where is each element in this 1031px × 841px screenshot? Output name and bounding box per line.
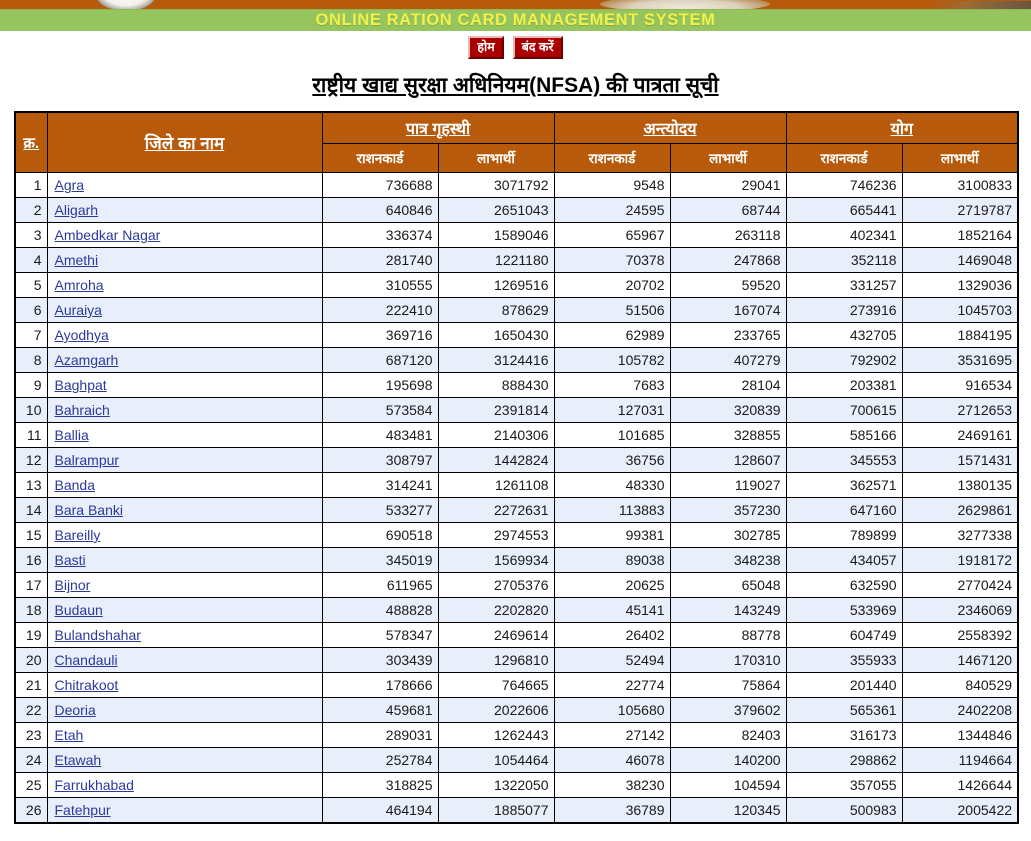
district-link[interactable]: Chandauli [54, 652, 118, 668]
cell-ay-rationcard: 62989 [554, 323, 670, 348]
cell-total-beneficiary: 916534 [902, 373, 1018, 398]
cell-pg-beneficiary: 1589046 [438, 223, 554, 248]
cell-total-rationcard: 357055 [786, 773, 902, 798]
cell-ay-beneficiary: 140200 [670, 748, 786, 773]
cell-pg-beneficiary: 2272631 [438, 498, 554, 523]
cell-ay-beneficiary: 65048 [670, 573, 786, 598]
cell-pg-beneficiary: 2705376 [438, 573, 554, 598]
cell-pg-rationcard: 345019 [322, 548, 438, 573]
cell-total-beneficiary: 1344846 [902, 723, 1018, 748]
cell-ay-rationcard: 22774 [554, 673, 670, 698]
table-row [15, 298, 1018, 323]
cell-pg-rationcard: 687120 [322, 348, 438, 373]
district-link[interactable]: Auraiya [54, 302, 102, 318]
table-container [0, 111, 1031, 824]
cell-pg-rationcard: 252784 [322, 748, 438, 773]
cell-pg-beneficiary: 1322050 [438, 773, 554, 798]
cell-total-beneficiary: 1380135 [902, 473, 1018, 498]
cell-pg-rationcard: 611965 [322, 573, 438, 598]
cell-district[interactable] [47, 748, 322, 773]
cell-serial: 16 [15, 548, 47, 573]
cell-ay-rationcard: 45141 [554, 598, 670, 623]
cell-serial: 2 [15, 198, 47, 223]
district-link[interactable]: Bulandshahar [54, 627, 141, 643]
table-row [15, 798, 1018, 823]
cell-pg-beneficiary: 2022606 [438, 698, 554, 723]
col-header-serial: क्र. [15, 112, 47, 173]
cell-ay-beneficiary: 233765 [670, 323, 786, 348]
nav-button-bar [0, 31, 1031, 57]
cell-pg-beneficiary: 2202820 [438, 598, 554, 623]
cell-pg-beneficiary: 764665 [438, 673, 554, 698]
cell-total-beneficiary: 1469048 [902, 248, 1018, 273]
col-header-pg-rationcard: राशनकार्ड [322, 144, 438, 173]
district-link[interactable]: Basti [54, 552, 86, 568]
cell-ay-rationcard: 89038 [554, 548, 670, 573]
table-row [15, 348, 1018, 373]
cell-ay-beneficiary: 119027 [670, 473, 786, 498]
cell-pg-beneficiary: 2651043 [438, 198, 554, 223]
grain-photo-center [600, 0, 770, 9]
table-row [15, 398, 1018, 423]
cell-district[interactable] [47, 598, 322, 623]
cell-total-beneficiary: 2402208 [902, 698, 1018, 723]
cell-total-rationcard: 700615 [786, 398, 902, 423]
cell-pg-rationcard: 736688 [322, 173, 438, 198]
cell-pg-rationcard: 195698 [322, 373, 438, 398]
district-link[interactable]: Aligarh [54, 202, 99, 218]
table-row [15, 248, 1018, 273]
cell-district[interactable] [47, 498, 322, 523]
cell-pg-beneficiary: 1442824 [438, 448, 554, 473]
home-button[interactable]: होम [468, 36, 503, 60]
cell-district[interactable] [47, 248, 322, 273]
cell-ay-rationcard: 46078 [554, 748, 670, 773]
cell-total-rationcard: 533969 [786, 598, 902, 623]
cell-district[interactable] [47, 798, 322, 823]
cell-district[interactable] [47, 548, 322, 573]
cell-pg-rationcard: 483481 [322, 423, 438, 448]
cell-ay-beneficiary: 167074 [670, 298, 786, 323]
cell-total-rationcard: 203381 [786, 373, 902, 398]
cell-total-beneficiary: 1467120 [902, 648, 1018, 673]
cell-pg-beneficiary: 888430 [438, 373, 554, 398]
cell-total-rationcard: 585166 [786, 423, 902, 448]
cell-total-rationcard: 355933 [786, 648, 902, 673]
cell-ay-rationcard: 113883 [554, 498, 670, 523]
cell-pg-beneficiary: 2391814 [438, 398, 554, 423]
cell-serial: 19 [15, 623, 47, 648]
district-link[interactable]: Ambedkar Nagar [54, 227, 161, 243]
cell-district[interactable] [47, 723, 322, 748]
col-group-header-patra-grihasthi: पात्र गृहस्थी [322, 112, 554, 144]
col-header-pg-beneficiary: लाभार्थी [438, 144, 554, 173]
cell-total-beneficiary: 2558392 [902, 623, 1018, 648]
cell-total-rationcard: 647160 [786, 498, 902, 523]
cell-total-beneficiary: 1045703 [902, 298, 1018, 323]
cell-ay-beneficiary: 348238 [670, 548, 786, 573]
cell-district[interactable] [47, 473, 322, 498]
table-row [15, 473, 1018, 498]
cell-total-rationcard: 273916 [786, 298, 902, 323]
col-group-header-yog: योग [786, 112, 1018, 144]
col-header-ay-beneficiary: लाभार्थी [670, 144, 786, 173]
cell-district[interactable] [47, 623, 322, 648]
cell-pg-beneficiary: 2140306 [438, 423, 554, 448]
cell-ay-beneficiary: 379602 [670, 698, 786, 723]
cell-ay-beneficiary: 143249 [670, 598, 786, 623]
table-row [15, 723, 1018, 748]
cell-total-beneficiary: 1329036 [902, 273, 1018, 298]
cell-district[interactable] [47, 448, 322, 473]
cell-district[interactable] [47, 273, 322, 298]
cell-ay-beneficiary: 247868 [670, 248, 786, 273]
cell-district[interactable] [47, 323, 322, 348]
cell-serial: 8 [15, 348, 47, 373]
cell-ay-beneficiary: 104594 [670, 773, 786, 798]
cell-total-rationcard: 789899 [786, 523, 902, 548]
cell-pg-rationcard: 318825 [322, 773, 438, 798]
cell-ay-beneficiary: 59520 [670, 273, 786, 298]
district-link[interactable]: Azamgarh [54, 352, 119, 368]
cell-serial: 7 [15, 323, 47, 348]
cell-ay-beneficiary: 75864 [670, 673, 786, 698]
cell-pg-beneficiary: 1650430 [438, 323, 554, 348]
cell-total-beneficiary: 3277338 [902, 523, 1018, 548]
cell-pg-beneficiary: 1054464 [438, 748, 554, 773]
cell-ay-rationcard: 52494 [554, 648, 670, 673]
cell-pg-rationcard: 690518 [322, 523, 438, 548]
cell-total-beneficiary: 2469161 [902, 423, 1018, 448]
cell-total-beneficiary: 3100833 [902, 173, 1018, 198]
cell-serial: 5 [15, 273, 47, 298]
cell-ay-rationcard: 127031 [554, 398, 670, 423]
table-row [15, 748, 1018, 773]
cell-ay-rationcard: 65967 [554, 223, 670, 248]
cell-pg-beneficiary: 1296810 [438, 648, 554, 673]
cell-total-rationcard: 316173 [786, 723, 902, 748]
page-title: राष्ट्रीय खाद्य सुरक्षा अधिनियम(NFSA) की पात्रता सूची [312, 74, 719, 97]
district-link[interactable]: Amethi [54, 252, 99, 268]
col-header-total-beneficiary: लाभार्थी [902, 144, 1018, 173]
cell-pg-rationcard: 336374 [322, 223, 438, 248]
cell-total-rationcard: 792902 [786, 348, 902, 373]
table-row [15, 498, 1018, 523]
cell-ay-rationcard: 26402 [554, 623, 670, 648]
cell-ay-rationcard: 20625 [554, 573, 670, 598]
national-emblem-icon [96, 0, 156, 9]
cell-district[interactable] [47, 348, 322, 373]
table-row [15, 673, 1018, 698]
cell-pg-beneficiary: 2469614 [438, 623, 554, 648]
cell-serial: 3 [15, 223, 47, 248]
cell-pg-rationcard: 281740 [322, 248, 438, 273]
cell-total-beneficiary: 2629861 [902, 498, 1018, 523]
cell-total-rationcard: 434057 [786, 548, 902, 573]
table-row [15, 273, 1018, 298]
cell-total-beneficiary: 1571431 [902, 448, 1018, 473]
table-row [15, 198, 1018, 223]
cell-total-rationcard: 746236 [786, 173, 902, 198]
cell-district[interactable] [47, 398, 322, 423]
cell-ay-beneficiary: 170310 [670, 648, 786, 673]
cell-serial: 17 [15, 573, 47, 598]
cell-total-beneficiary: 2005422 [902, 798, 1018, 823]
col-header-ay-rationcard: राशनकार्ड [554, 144, 670, 173]
table-row [15, 448, 1018, 473]
col-group-header-antyodaya: अन्त्योदय [554, 112, 786, 144]
cell-district[interactable] [47, 573, 322, 598]
table-row [15, 523, 1018, 548]
district-link[interactable]: Ayodhya [54, 327, 109, 343]
cell-pg-rationcard: 308797 [322, 448, 438, 473]
cell-district[interactable] [47, 423, 322, 448]
cell-total-rationcard: 201440 [786, 673, 902, 698]
cell-ay-beneficiary: 68744 [670, 198, 786, 223]
cell-pg-beneficiary: 2974553 [438, 523, 554, 548]
cell-pg-beneficiary: 1269516 [438, 273, 554, 298]
cell-pg-rationcard: 369716 [322, 323, 438, 348]
cell-ay-rationcard: 27142 [554, 723, 670, 748]
district-link[interactable]: Deoria [54, 702, 96, 718]
table-row [15, 598, 1018, 623]
site-banner [0, 9, 1031, 31]
col-header-district: जिले का नाम [47, 112, 322, 173]
cell-pg-beneficiary: 1261108 [438, 473, 554, 498]
table-row [15, 573, 1018, 598]
cell-total-beneficiary: 2712653 [902, 398, 1018, 423]
cell-ay-beneficiary: 29041 [670, 173, 786, 198]
district-link[interactable]: Bijnor [54, 577, 91, 593]
district-link[interactable]: Chitrakoot [54, 677, 119, 693]
cell-serial: 21 [15, 673, 47, 698]
cell-serial: 14 [15, 498, 47, 523]
district-link[interactable]: Amroha [54, 277, 104, 293]
cell-total-rationcard: 565361 [786, 698, 902, 723]
cell-pg-beneficiary: 878629 [438, 298, 554, 323]
district-link[interactable]: Banda [54, 477, 95, 493]
table-row [15, 548, 1018, 573]
cell-serial: 12 [15, 448, 47, 473]
col-header-total-rationcard: राशनकार्ड [786, 144, 902, 173]
table-body [15, 173, 1018, 823]
district-link[interactable]: Etah [54, 727, 84, 743]
cell-district[interactable] [47, 373, 322, 398]
cell-ay-rationcard: 105680 [554, 698, 670, 723]
district-link[interactable]: Baghpat [54, 377, 107, 393]
cell-ay-rationcard: 20702 [554, 273, 670, 298]
cell-total-beneficiary: 2770424 [902, 573, 1018, 598]
table-row [15, 648, 1018, 673]
cell-ay-beneficiary: 328855 [670, 423, 786, 448]
cell-ay-rationcard: 51506 [554, 298, 670, 323]
district-link[interactable]: Budaun [54, 602, 103, 618]
district-link[interactable]: Bahraich [54, 402, 110, 418]
cell-serial: 1 [15, 173, 47, 198]
cell-ay-rationcard: 70378 [554, 248, 670, 273]
cell-serial: 20 [15, 648, 47, 673]
cell-serial: 11 [15, 423, 47, 448]
cell-serial: 18 [15, 598, 47, 623]
cell-serial: 22 [15, 698, 47, 723]
cell-total-rationcard: 665441 [786, 198, 902, 223]
cell-total-beneficiary: 1852164 [902, 223, 1018, 248]
cell-pg-rationcard: 533277 [322, 498, 438, 523]
table-row [15, 423, 1018, 448]
cell-ay-beneficiary: 82403 [670, 723, 786, 748]
cell-serial: 13 [15, 473, 47, 498]
cell-pg-rationcard: 222410 [322, 298, 438, 323]
cell-pg-rationcard: 464194 [322, 798, 438, 823]
cell-pg-beneficiary: 3071792 [438, 173, 554, 198]
cell-district[interactable] [47, 523, 322, 548]
cell-district[interactable] [47, 198, 322, 223]
district-link[interactable]: Fatehpur [54, 801, 111, 818]
cell-ay-rationcard: 99381 [554, 523, 670, 548]
cell-ay-rationcard: 101685 [554, 423, 670, 448]
cell-total-beneficiary: 2719787 [902, 198, 1018, 223]
cell-pg-rationcard: 314241 [322, 473, 438, 498]
cell-district[interactable] [47, 298, 322, 323]
cell-total-rationcard: 331257 [786, 273, 902, 298]
cell-ay-beneficiary: 407279 [670, 348, 786, 373]
cell-total-rationcard: 604749 [786, 623, 902, 648]
cell-ay-rationcard: 105782 [554, 348, 670, 373]
site-banner-title: ONLINE RATION CARD MANAGEMENT SYSTEM [315, 11, 716, 29]
grain-photo-right [930, 1, 1031, 9]
cell-total-rationcard: 432705 [786, 323, 902, 348]
district-link[interactable]: Bareilly [54, 527, 101, 543]
district-link[interactable]: Balrampur [54, 452, 120, 468]
cell-pg-rationcard: 488828 [322, 598, 438, 623]
cell-ay-beneficiary: 88778 [670, 623, 786, 648]
cell-serial: 6 [15, 298, 47, 323]
cell-pg-rationcard: 289031 [322, 723, 438, 748]
district-link[interactable]: Farrukhabad [54, 777, 134, 793]
cell-total-beneficiary: 2346069 [902, 598, 1018, 623]
cell-pg-rationcard: 178666 [322, 673, 438, 698]
cell-pg-rationcard: 573584 [322, 398, 438, 423]
cell-pg-beneficiary: 1885077 [438, 798, 554, 823]
cell-total-beneficiary: 1194664 [902, 748, 1018, 773]
table-row [15, 773, 1018, 798]
cell-pg-rationcard: 310555 [322, 273, 438, 298]
cell-serial: 24 [15, 748, 47, 773]
cell-ay-rationcard: 24595 [554, 198, 670, 223]
cell-total-beneficiary: 1426644 [902, 773, 1018, 798]
cell-pg-beneficiary: 1262443 [438, 723, 554, 748]
cell-serial: 25 [15, 773, 47, 798]
district-link[interactable]: Agra [54, 177, 85, 193]
table-row [15, 223, 1018, 248]
cell-ay-rationcard: 48330 [554, 473, 670, 498]
cell-ay-rationcard: 9548 [554, 173, 670, 198]
cell-total-rationcard: 632590 [786, 573, 902, 598]
cell-total-rationcard: 402341 [786, 223, 902, 248]
cell-ay-beneficiary: 128607 [670, 448, 786, 473]
table-row [15, 623, 1018, 648]
cell-ay-beneficiary: 263118 [670, 223, 786, 248]
cell-serial: 4 [15, 248, 47, 273]
cell-district[interactable] [47, 698, 322, 723]
cell-district[interactable] [47, 673, 322, 698]
cell-ay-rationcard: 36789 [554, 798, 670, 823]
table-row [15, 698, 1018, 723]
district-link[interactable]: Ballia [54, 427, 89, 443]
table-row [15, 173, 1018, 198]
cell-serial: 10 [15, 398, 47, 423]
cell-ay-beneficiary: 28104 [670, 373, 786, 398]
top-orange-strip [0, 0, 1031, 9]
table-row [15, 373, 1018, 398]
cell-pg-beneficiary: 1221180 [438, 248, 554, 273]
cell-ay-beneficiary: 357230 [670, 498, 786, 523]
cell-total-rationcard: 345553 [786, 448, 902, 473]
cell-serial: 23 [15, 723, 47, 748]
district-link[interactable]: Etawah [54, 752, 102, 768]
cell-total-beneficiary: 1884195 [902, 323, 1018, 348]
nfsa-eligibility-table [14, 111, 1019, 824]
cell-ay-rationcard: 7683 [554, 373, 670, 398]
cell-ay-beneficiary: 302785 [670, 523, 786, 548]
cell-ay-beneficiary: 320839 [670, 398, 786, 423]
cell-pg-beneficiary: 3124416 [438, 348, 554, 373]
cell-total-beneficiary: 1918172 [902, 548, 1018, 573]
cell-district[interactable] [47, 173, 322, 198]
cell-serial: 9 [15, 373, 47, 398]
cell-total-rationcard: 352118 [786, 248, 902, 273]
cell-district[interactable] [47, 223, 322, 248]
district-link[interactable]: Bara Banki [54, 502, 123, 518]
cell-pg-beneficiary: 1569934 [438, 548, 554, 573]
cell-serial: 26 [15, 798, 47, 823]
cell-pg-rationcard: 459681 [322, 698, 438, 723]
table-head [15, 112, 1018, 173]
cell-ay-rationcard: 38230 [554, 773, 670, 798]
cell-total-rationcard: 500983 [786, 798, 902, 823]
cell-district[interactable] [47, 773, 322, 798]
cell-ay-beneficiary: 120345 [670, 798, 786, 823]
cell-total-rationcard: 362571 [786, 473, 902, 498]
table-header-group-row [15, 112, 1018, 144]
cell-pg-rationcard: 578347 [322, 623, 438, 648]
cell-pg-rationcard: 303439 [322, 648, 438, 673]
table-row [15, 323, 1018, 348]
cell-total-beneficiary: 840529 [902, 673, 1018, 698]
cell-ay-rationcard: 36756 [554, 448, 670, 473]
cell-total-rationcard: 298862 [786, 748, 902, 773]
cell-district[interactable] [47, 648, 322, 673]
close-button[interactable]: बंद करें [513, 36, 563, 60]
cell-serial: 15 [15, 523, 47, 548]
cell-total-beneficiary: 3531695 [902, 348, 1018, 373]
cell-pg-rationcard: 640846 [322, 198, 438, 223]
